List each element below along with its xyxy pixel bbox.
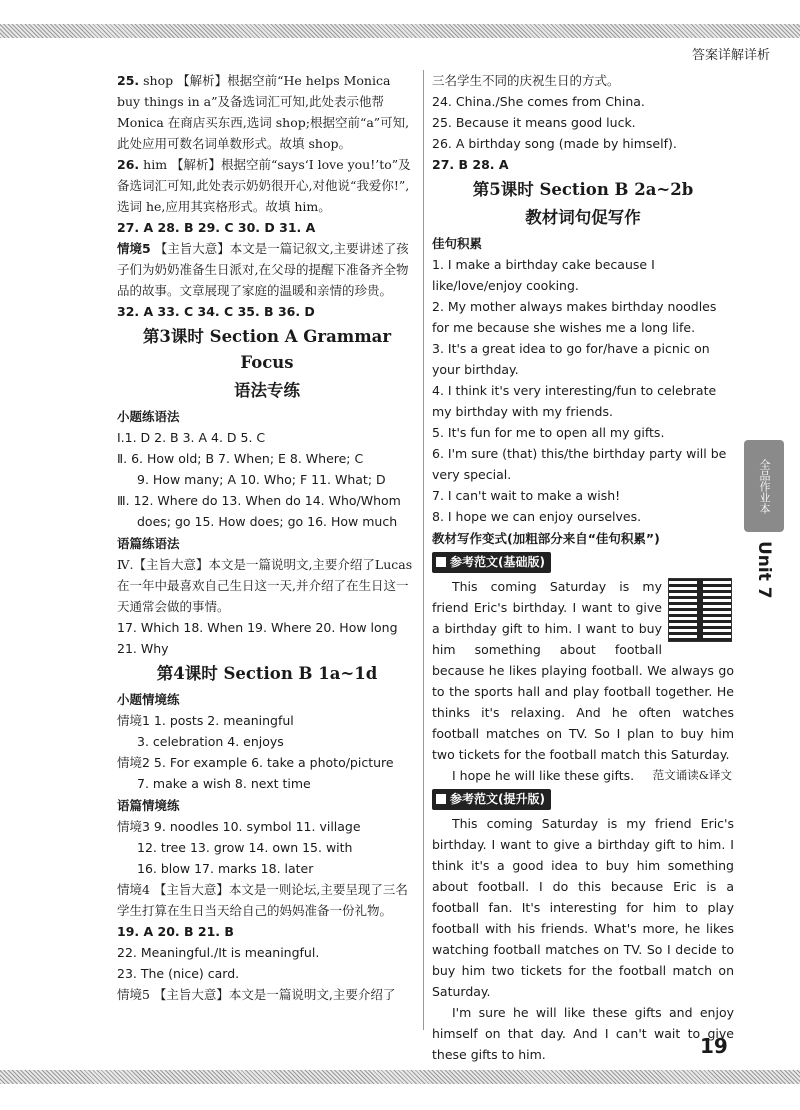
sentence-1: 1. I make a birthday cake because I like/love/enjoy cooking. — [432, 257, 655, 293]
sentence-7: 7. I can't wait to make a wish! — [432, 488, 621, 503]
unit-label: Unit 7 — [754, 541, 774, 599]
part-2-answers-b: 9. How many; A 10. Who; F 11. What; D — [137, 472, 386, 487]
subheading-scenario-drills: 小题情境练 — [117, 692, 180, 707]
scenario-2-answers-a: 情境2 5. For example 6. take a photo/picture — [117, 755, 394, 770]
column-divider — [423, 70, 424, 1030]
answer-23: 23. The (nice) card. — [117, 966, 240, 981]
basic-essay-closing: I hope he will like these gifts. — [452, 768, 635, 783]
book-icon — [436, 557, 446, 567]
subheading-passage-scenario: 语篇情境练 — [117, 798, 180, 813]
part-2-answers-a: Ⅱ. 6. How old; B 7. When; E 8. Where; C — [117, 451, 364, 466]
scenario-5b-continued: 三名学生不同的庆祝生日的方式。 — [432, 73, 620, 88]
answer-22: 22. Meaningful./It is meaningful. — [117, 945, 320, 960]
answers-27-28: 27. B 28. A — [432, 157, 509, 172]
advanced-essay-body: This coming Saturday is my friend Eric's birthday. I want to give a birthday gift to him. I think it's a good idea to buy him something about football. I do this because Eric is a football fan. It's interesting for him to play football with his friends. What's more, he likes watching football matches on TV. So I decide to buy him two tickets for the football match on Saturday. — [432, 816, 734, 999]
bottom-hatch-border — [0, 1070, 800, 1084]
scenario-1-answers-a: 情境1 1. posts 2. meaningful — [117, 713, 294, 728]
scenario-3-answers-a: 情境3 9. noodles 10. symbol 11. village — [117, 819, 361, 834]
top-hatch-border — [0, 24, 800, 38]
subheading-grammar-drills: 小题练语法 — [117, 409, 180, 424]
advanced-essay-closing: I'm sure he will like these gifts and enjoy himself on that day. And I can't wait to give these gifts to him. — [432, 1005, 734, 1062]
scenario-5-summary: 情境5 【主旨大意】本文是一篇记叙文,主要讲述了孩子们为奶奶准备生日派对,在父母的提醒下准备齐全物品的故事。文章展现了家庭的温暖和亲情的珍贵。 — [117, 241, 409, 298]
sentence-8: 8. I hope we can enjoy ourselves. — [432, 509, 642, 524]
scenario-5b-summary: 情境5 【主旨大意】本文是一篇说明文,主要介绍了 — [117, 987, 396, 1002]
side-tab-label: 全品作业本 — [744, 440, 784, 532]
answer-26-right: 26. A birthday song (made by himself). — [432, 136, 677, 151]
section-3-subtitle: 语法专练 — [234, 381, 300, 400]
answers-19-21: 19. A 20. B 21. B — [117, 924, 234, 939]
part-1-answers: Ⅰ.1. D 2. B 3. A 4. D 5. C — [117, 430, 266, 445]
scenario-3-answers-c: 16. blow 17. marks 18. later — [137, 861, 314, 876]
qr-caption: 范文诵读&译文 — [652, 768, 732, 782]
badge-advanced-essay: 参考范文(提升版) — [432, 789, 551, 810]
subheading-passage-grammar: 语篇练语法 — [117, 536, 180, 551]
sentence-3: 3. It's a great idea to go for/have a picnic on your birthday. — [432, 341, 710, 377]
answers-27-31: 27. A 28. B 29. C 30. D 31. A — [117, 220, 316, 235]
book-icon — [436, 794, 446, 804]
subheading-writing-variant: 教材写作变式(加粗部分来自“佳句积累”) — [432, 531, 660, 546]
scenario-2-answers-b: 7. make a wish 8. next time — [137, 776, 311, 791]
answer-24: 24. China./She comes from China. — [432, 94, 645, 109]
section-4-title: 第4课时 Section B 1a~1d — [156, 664, 378, 683]
part-4-summary: Ⅳ.【主旨大意】本文是一篇说明文,主要介绍了Lucas在一年中最喜欢自己生日这一天,并介绍了在生日这一天通常会做的事情。 — [117, 557, 413, 614]
scenario-1-answers-b: 3. celebration 4. enjoys — [137, 734, 284, 749]
page-header-title: 答案详解详析 — [691, 48, 770, 63]
answers-32-36: 32. A 33. C 34. C 35. B 36. D — [117, 304, 315, 319]
badge-basic-essay: 参考范文(基础版) — [432, 552, 551, 573]
subheading-good-sentences: 佳句积累 — [432, 236, 483, 251]
left-column — [117, 70, 417, 1005]
answer-25-right: 25. Because it means good luck. — [432, 115, 636, 130]
page-number: 19 — [700, 1034, 728, 1058]
sentence-2: 2. My mother always makes birthday noodles for me because she wishes me a long life. — [432, 299, 717, 335]
sentence-4: 4. I think it's very interesting/fun to celebrate my birthday with my friends. — [432, 383, 717, 419]
scenario-3-answers-b: 12. tree 13. grow 14. own 15. with — [137, 840, 353, 855]
right-column — [432, 70, 734, 1065]
qr-code-icon[interactable] — [668, 578, 732, 642]
part-3-answers-b: does; go 15. How does; go 16. How much — [137, 514, 398, 529]
section-5-title: 第5课时 Section B 2a~2b — [472, 180, 694, 199]
sentence-5: 5. It's fun for me to open all my gifts. — [432, 425, 665, 440]
basic-essay-body: This coming Saturday is my friend Eric's birthday. I want to give a birthday gift to him. I want to buy him something about football because he likes playing football. We always go to the sports hall and play football together. He thinks it's relaxing. And he often watches football matches on TV. So I plan to buy him two tickets for the football match this Saturday. — [432, 579, 734, 762]
section-5-subtitle: 教材词句促写作 — [525, 208, 641, 227]
answers-17-20: 17. Which 18. When 19. Where 20. How long — [117, 620, 398, 635]
answer-25: 25. shop 【解析】根据空前“He helps Monica buy things in a”及备选词汇可知,此处表示他帮 Monica 在商店买东西,选词 shop;根据空前“a”可知,此处应用可数名词单数形式。故填 shop。 — [117, 73, 410, 151]
answer-26: 26. him 【解析】根据空前“says‘I love you!’to”及备选词汇可知,此处表示奶奶很开心,对他说“我爱你!”,选词 he,应用其宾格形式。故填 him。 — [117, 157, 411, 214]
part-3-answers-a: Ⅲ. 12. Where do 13. When do 14. Who/Whom — [117, 493, 401, 508]
section-3-title: 第3课时 Section A Grammar Focus — [142, 327, 392, 372]
scenario-4-summary: 情境4 【主旨大意】本文是一则论坛,主要呈现了三名学生打算在生日当天给自己的妈妈准备一份礼物。 — [117, 882, 408, 918]
answer-21: 21. Why — [117, 641, 169, 656]
sentence-6: 6. I'm sure (that) this/the birthday party will be very special. — [432, 446, 727, 482]
